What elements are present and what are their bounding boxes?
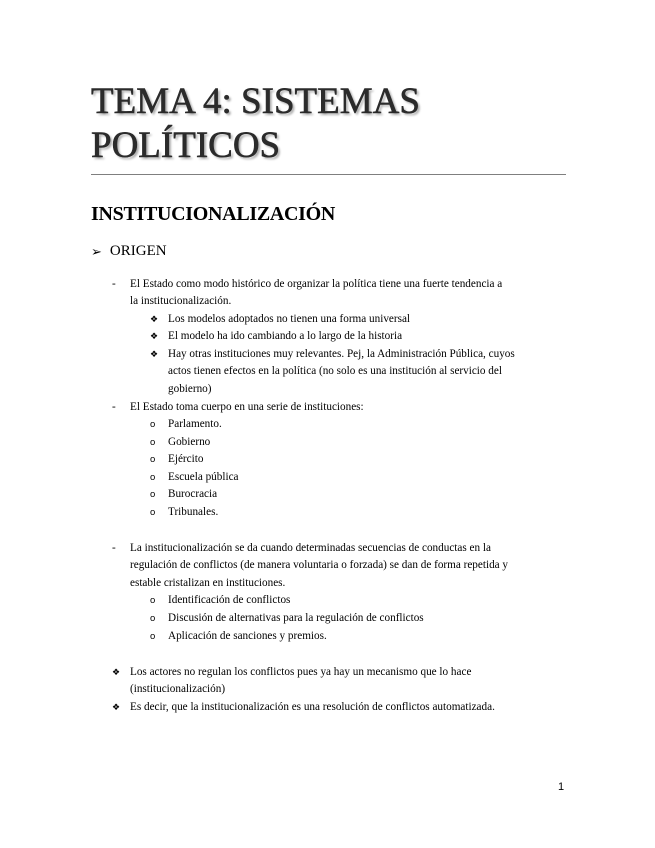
list-item-continuation: (institucionalización) [130,683,226,695]
title-divider [91,174,566,175]
page-number: 1 [558,781,565,793]
paragraph-line: El Estado toma cuerpo en una serie de instituciones: [130,401,364,413]
list-item: Gobierno [168,436,211,448]
diamond-bullet-icon: ❖ [112,667,121,677]
subsection-heading [91,243,167,260]
list-item: Burocracia [168,488,218,500]
circle-bullet: o [150,595,156,606]
diamond-bullet-icon: ❖ [150,314,159,324]
paragraph-line: estable cristalizan en instituciones. [130,577,286,589]
arrow-bullet-icon: ➢ [91,243,102,259]
paragraph-line: la institucionalización. [130,295,232,307]
list-item: Hay otras instituciones muy relevantes. Pej, la Administración Pública, cuyos [168,348,515,360]
circle-bullet: o [150,613,156,624]
list-item: Tribunales. [168,506,219,518]
paragraph-line: regulación de conflictos (de manera voluntaria o forzada) se dan de forma repetida y [130,559,509,571]
paragraph-line: El Estado como modo histórico de organizar la política tiene una fuerte tendencia a [130,278,503,290]
circle-bullet: o [150,507,156,518]
list-item: Los modelos adoptados no tienen una forma universal [168,313,411,325]
diamond-bullet-icon: ❖ [112,702,121,712]
list-item: Ejército [168,453,204,465]
circle-bullet: o [150,437,156,448]
list-item-continuation: actos tienen efectos en la política (no solo es una institución al servicio del [168,365,502,377]
list-item: Escuela pública [168,471,239,483]
circle-bullet: o [150,454,156,465]
circle-bullet: o [150,631,156,642]
title-line-1: TEMA 4: SISTEMAS [91,81,420,122]
circle-bullet: o [150,489,156,500]
page-title [91,80,571,168]
diamond-bullet-icon: ❖ [150,349,159,359]
dash-bullet: - [112,542,116,554]
list-item: Discusión de alternativas para la regulación de conflictos [168,612,424,624]
list-item: Es decir, que la institucionalización es una resolución de conflictos automatizada. [130,701,495,713]
circle-bullet: o [150,472,156,483]
subsection-heading-text: ORIGEN [109,243,167,259]
diamond-bullet-icon: ❖ [150,331,159,341]
list-item: Aplicación de sanciones y premios. [168,630,327,642]
dash-bullet: - [112,278,116,290]
list-item-continuation: gobierno) [168,383,212,395]
list-item: Identificación de conflictos [168,594,291,606]
list-item: Parlamento. [168,418,222,430]
dash-bullet: - [112,401,116,413]
list-item: El modelo ha ido cambiando a lo largo de la historia [168,330,403,342]
circle-bullet: o [150,419,156,430]
list-item: Los actores no regulan los conflictos pues ya hay un mecanismo que lo hace [130,666,472,678]
section-heading: INSTITUCIONALIZACIÓN [91,203,336,225]
title-line-2: POLÍTICOS [91,125,281,166]
paragraph-line: La institucionalización se da cuando determinadas secuencias de conductas en la [130,542,491,554]
